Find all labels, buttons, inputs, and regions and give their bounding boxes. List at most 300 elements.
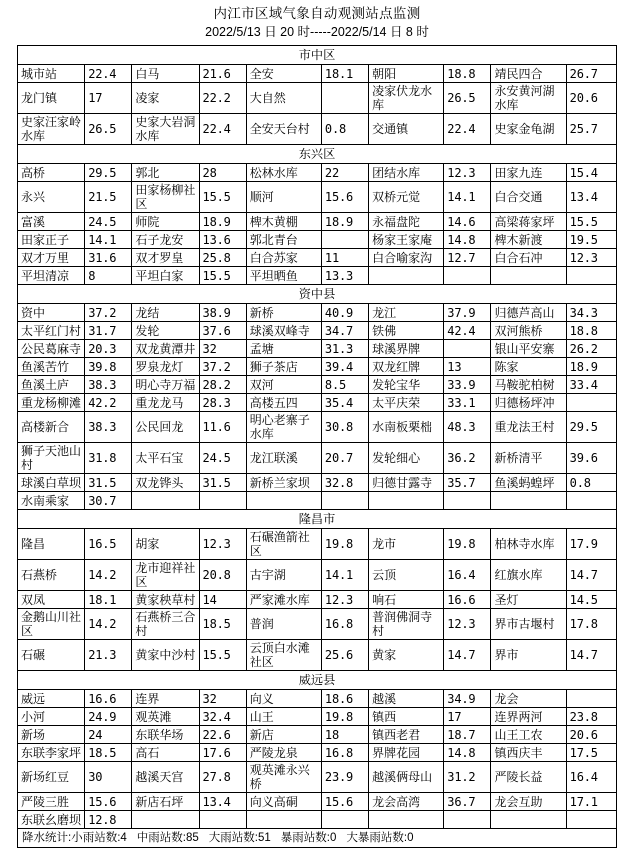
rainfall-value-cell: 26.5 (444, 83, 491, 114)
rainfall-value-cell: 14.1 (85, 231, 132, 249)
station-name-cell: 龙结 (132, 304, 199, 322)
station-name-cell: 龙会互助 (491, 793, 566, 811)
station-name-cell: 铁佛 (369, 322, 444, 340)
rainfall-value-cell: 28.2 (199, 376, 246, 394)
station-name-cell: 胡家 (132, 529, 199, 560)
rainfall-value-cell: 22.6 (199, 726, 246, 744)
station-name-cell: 龙门镇 (18, 83, 85, 114)
station-name-cell: 球溪双峰寺 (246, 322, 321, 340)
station-name-cell: 越溪 (369, 690, 444, 708)
station-name-cell: 龙市迎祥社区 (132, 560, 199, 591)
rainfall-value-cell (444, 267, 491, 285)
rainfall-value-cell: 16.8 (321, 744, 368, 762)
station-name-cell: 双才罗皇 (132, 249, 199, 267)
rainfall-value-cell: 22.2 (199, 83, 246, 114)
station-name-cell: 古宇湖 (246, 560, 321, 591)
rainfall-value-cell: 12.3 (321, 591, 368, 609)
station-name-cell: 新桥 (246, 304, 321, 322)
section-title: 东兴区 (18, 145, 617, 164)
rainfall-value-cell: 21.5 (85, 182, 132, 213)
table-row (18, 474, 617, 492)
rainfall-value-cell: 18.9 (566, 358, 616, 376)
station-name-cell: 严家滩水库 (246, 591, 321, 609)
rainfall-value-cell: 31.8 (85, 443, 132, 474)
station-name-cell: 银山平安寨 (491, 340, 566, 358)
rainfall-value-cell: 21.3 (85, 640, 132, 671)
rainfall-value-cell: 22.4 (199, 114, 246, 145)
rainfall-value-cell: 0.8 (566, 474, 616, 492)
station-name-cell: 全安 (246, 65, 321, 83)
rainfall-value-cell: 20.8 (199, 560, 246, 591)
station-name-cell: 归德甘露寺 (369, 474, 444, 492)
rainfall-value-cell: 16.8 (321, 609, 368, 640)
rainfall-value-cell: 13.4 (199, 793, 246, 811)
table-row (18, 529, 617, 560)
rainfall-value-cell: 32.8 (321, 474, 368, 492)
station-name-cell: 顺河 (246, 182, 321, 213)
rainfall-value-cell: 28 (199, 164, 246, 182)
table-container (0, 42, 634, 848)
rainfall-value-cell: 13.6 (199, 231, 246, 249)
table-row (18, 560, 617, 591)
rainfall-value-cell: 12.3 (444, 609, 491, 640)
station-name-cell: 观英滩永兴桥 (246, 762, 321, 793)
rainfall-value-cell: 38.3 (85, 412, 132, 443)
time-range-label: 2022/5/13 日 20 时-----2022/5/14 日 8 时 (205, 25, 429, 39)
station-name-cell: 柏林寺水库 (491, 529, 566, 560)
rainfall-value-cell: 15.5 (199, 640, 246, 671)
station-name-cell: 白马 (132, 65, 199, 83)
rainfall-value-cell: 14.6 (444, 213, 491, 231)
rainfall-value-cell: 14.7 (566, 640, 616, 671)
station-name-cell: 高梁蒋家坪 (491, 213, 566, 231)
station-name-cell (246, 811, 321, 829)
table-row (18, 340, 617, 358)
rainfall-value-cell: 0.8 (321, 114, 368, 145)
station-name-cell: 发轮 (132, 322, 199, 340)
station-name-cell: 鱼溪蚂蝗坪 (491, 474, 566, 492)
station-name-cell: 响石 (369, 591, 444, 609)
station-name-cell: 白合喻家沟 (369, 249, 444, 267)
rainfall-value-cell: 14.2 (85, 609, 132, 640)
table-row (18, 304, 617, 322)
heavy-rain-count: 大雨站数:51 (208, 832, 271, 844)
rainfall-value-cell: 18.1 (85, 591, 132, 609)
rainfall-value-cell: 25.8 (199, 249, 246, 267)
station-name-cell: 龙会 (491, 690, 566, 708)
table-row (18, 726, 617, 744)
rainfall-value-cell: 22.4 (444, 114, 491, 145)
station-name-cell: 新桥清平 (491, 443, 566, 474)
rainfall-value-cell: 38.9 (199, 304, 246, 322)
station-name-cell: 太平庆荣 (369, 394, 444, 412)
station-name-cell: 山王工农 (491, 726, 566, 744)
summary-row (18, 829, 617, 848)
station-name-cell: 交通镇 (369, 114, 444, 145)
rainfall-value-cell: 8 (85, 267, 132, 285)
rainfall-value-cell: 30.7 (85, 492, 132, 510)
station-name-cell: 水南乘家 (18, 492, 85, 510)
section-title: 隆昌市 (18, 510, 617, 529)
station-name-cell: 新场红豆 (18, 762, 85, 793)
rainfall-value-cell: 34.9 (444, 690, 491, 708)
station-name-cell: 师院 (132, 213, 199, 231)
table-row (18, 591, 617, 609)
station-name-cell (491, 811, 566, 829)
station-name-cell: 杨家王家庵 (369, 231, 444, 249)
table-row (18, 213, 617, 231)
station-name-cell: 发轮宝华 (369, 376, 444, 394)
rainfall-value-cell: 14.8 (444, 231, 491, 249)
station-name-cell: 普润 (246, 609, 321, 640)
table-row (18, 690, 617, 708)
station-name-cell: 云顶 (369, 560, 444, 591)
page-title: 内江市区域气象自动观测站点监测 (213, 6, 421, 21)
station-name-cell: 郭北青台 (246, 231, 321, 249)
station-name-cell: 界牌花园 (369, 744, 444, 762)
report-header (0, 0, 634, 42)
rainfall-value-cell: 34.7 (321, 322, 368, 340)
table-row (18, 793, 617, 811)
rainfall-value-cell: 18 (321, 726, 368, 744)
rainfall-value-cell: 30 (85, 762, 132, 793)
rainfall-value-cell (444, 492, 491, 510)
station-name-cell: 田家正子 (18, 231, 85, 249)
station-name-cell: 东联幺磨坝 (18, 811, 85, 829)
rainfall-value-cell: 15.4 (566, 164, 616, 182)
station-name-cell: 罗泉龙灯 (132, 358, 199, 376)
station-name-cell: 圣灯 (491, 591, 566, 609)
rainfall-value-cell (199, 492, 246, 510)
rainfall-value-cell: 38.3 (85, 376, 132, 394)
table-row (18, 609, 617, 640)
station-name-cell: 石子龙安 (132, 231, 199, 249)
station-name-cell: 松林水库 (246, 164, 321, 182)
station-name-cell: 鱼溪苦竹 (18, 358, 85, 376)
station-name-cell: 石碾 (18, 640, 85, 671)
station-name-cell: 城市站 (18, 65, 85, 83)
section-title: 资中县 (18, 285, 617, 304)
station-name-cell: 界市古堰村 (491, 609, 566, 640)
station-name-cell: 团结水库 (369, 164, 444, 182)
rainfall-value-cell: 37.9 (444, 304, 491, 322)
station-name-cell: 史家金龟湖 (491, 114, 566, 145)
rainfall-value-cell: 28.3 (199, 394, 246, 412)
rainfall-value-cell: 14.7 (566, 560, 616, 591)
station-name-cell: 新场 (18, 726, 85, 744)
rainstorm-count: 暴雨站数:0 (280, 832, 337, 844)
rainfall-value-cell: 24.9 (85, 708, 132, 726)
section-header-row (18, 671, 617, 690)
rainfall-value-cell: 24.5 (199, 443, 246, 474)
station-name-cell: 公民回龙 (132, 412, 199, 443)
table-row (18, 249, 617, 267)
rainfall-value-cell: 16.6 (85, 690, 132, 708)
rainfall-value-cell (566, 394, 616, 412)
station-name-cell: 鱼溪土庐 (18, 376, 85, 394)
station-name-cell: 黄家中沙村 (132, 640, 199, 671)
rainfall-value-cell: 14.5 (566, 591, 616, 609)
table-row (18, 376, 617, 394)
rainfall-value-cell: 31.3 (321, 340, 368, 358)
station-name-cell: 归德芦高山 (491, 304, 566, 322)
station-name-cell: 连界两河 (491, 708, 566, 726)
station-name-cell: 狮子茶店 (246, 358, 321, 376)
rainfall-value-cell: 16.5 (85, 529, 132, 560)
table-row (18, 358, 617, 376)
station-name-cell: 小河 (18, 708, 85, 726)
rainfall-value-cell: 20.7 (321, 443, 368, 474)
rainfall-value-cell (444, 811, 491, 829)
rainfall-value-cell: 8.5 (321, 376, 368, 394)
section-title: 市中区 (18, 46, 617, 65)
table-row (18, 640, 617, 671)
station-name-cell: 红旗水库 (491, 560, 566, 591)
section-header-row (18, 510, 617, 529)
rainfall-value-cell: 32 (199, 340, 246, 358)
station-name-cell: 威远 (18, 690, 85, 708)
station-name-cell: 金鹅山川社区 (18, 609, 85, 640)
table-row (18, 412, 617, 443)
station-name-cell: 凌家伏龙水库 (369, 83, 444, 114)
station-name-cell: 靖民四合 (491, 65, 566, 83)
rainfall-value-cell: 31.5 (199, 474, 246, 492)
station-name-cell: 双龙黄潭井 (132, 340, 199, 358)
station-name-cell: 连界 (132, 690, 199, 708)
rainfall-value-cell: 17 (444, 708, 491, 726)
station-name-cell: 孟塘 (246, 340, 321, 358)
rainfall-value-cell: 14 (199, 591, 246, 609)
rainfall-value-cell: 33.9 (444, 376, 491, 394)
rainfall-value-cell: 22.4 (85, 65, 132, 83)
rainfall-value-cell: 37.2 (199, 358, 246, 376)
rainfall-value-cell: 17.1 (566, 793, 616, 811)
station-name-cell (246, 492, 321, 510)
rainfall-value-cell: 24.5 (85, 213, 132, 231)
station-name-cell: 椑木黄棚 (246, 213, 321, 231)
station-name-cell: 黄家秧草村 (132, 591, 199, 609)
table-row (18, 744, 617, 762)
rainfall-value-cell: 12.8 (85, 811, 132, 829)
station-name-cell: 东联李家坪 (18, 744, 85, 762)
station-name-cell: 严陵长益 (491, 762, 566, 793)
rainfall-value-cell: 26.2 (566, 340, 616, 358)
station-name-cell: 平坦清凉 (18, 267, 85, 285)
rainfall-value-cell: 42.2 (85, 394, 132, 412)
station-name-cell: 白合交通 (491, 182, 566, 213)
rainfall-value-cell: 25.7 (566, 114, 616, 145)
station-name-cell: 新桥兰家坝 (246, 474, 321, 492)
rainfall-value-cell: 24 (85, 726, 132, 744)
rainfall-value-cell: 18.5 (199, 609, 246, 640)
rainfall-value-cell: 40.9 (321, 304, 368, 322)
station-name-cell: 观英滩 (132, 708, 199, 726)
rainfall-value-cell: 17.9 (566, 529, 616, 560)
station-name-cell: 双龙铧头 (132, 474, 199, 492)
station-name-cell (369, 492, 444, 510)
station-name-cell (369, 267, 444, 285)
station-name-cell: 永兴 (18, 182, 85, 213)
precipitation-summary (18, 829, 617, 848)
station-name-cell: 富溪 (18, 213, 85, 231)
station-name-cell: 田家九连 (491, 164, 566, 182)
rainfall-value-cell: 39.8 (85, 358, 132, 376)
table-row (18, 83, 617, 114)
station-name-cell: 郭北 (132, 164, 199, 182)
rainfall-value-cell: 17.8 (566, 609, 616, 640)
station-name-cell: 太平石宝 (132, 443, 199, 474)
rainfall-value-cell (566, 492, 616, 510)
station-name-cell: 严陵三胜 (18, 793, 85, 811)
rainfall-value-cell: 42.4 (444, 322, 491, 340)
rainfall-value-cell: 33.4 (566, 376, 616, 394)
station-name-cell: 龙江 (369, 304, 444, 322)
station-name-cell: 龙市 (369, 529, 444, 560)
rainfall-value-cell: 20.3 (85, 340, 132, 358)
severe-rainstorm-count: 大暴雨站数:0 (346, 832, 414, 844)
rainfall-value-cell: 15.6 (321, 793, 368, 811)
station-name-cell: 界市 (491, 640, 566, 671)
station-name-cell: 永福盘陀 (369, 213, 444, 231)
station-name-cell: 白合苏家 (246, 249, 321, 267)
station-name-cell: 史家大岩洞水库 (132, 114, 199, 145)
rainfall-value-cell: 21.6 (199, 65, 246, 83)
rainfall-value-cell: 18.8 (444, 65, 491, 83)
station-name-cell: 新店 (246, 726, 321, 744)
table-row (18, 811, 617, 829)
station-name-cell: 全安天台村 (246, 114, 321, 145)
rainfall-value-cell: 36.7 (444, 793, 491, 811)
station-name-cell: 椑木新渡 (491, 231, 566, 249)
station-name-cell: 公民葛麻寺 (18, 340, 85, 358)
station-name-cell: 高楼五四 (246, 394, 321, 412)
station-name-cell: 石燕桥 (18, 560, 85, 591)
station-name-cell: 石燕桥三合村 (132, 609, 199, 640)
rainfall-value-cell: 20.6 (566, 726, 616, 744)
station-name-cell: 归德杨坪冲 (491, 394, 566, 412)
rainfall-value-cell: 18.6 (321, 690, 368, 708)
station-name-cell: 水南板栗柮 (369, 412, 444, 443)
station-name-cell: 重龙杨柳滩 (18, 394, 85, 412)
station-name-cell: 田家杨柳社区 (132, 182, 199, 213)
rainfall-value-cell: 15.5 (566, 213, 616, 231)
rainfall-value-cell: 13.3 (321, 267, 368, 285)
station-name-cell: 马鞍驼柏树 (491, 376, 566, 394)
rainfall-value-cell: 31.7 (85, 322, 132, 340)
station-name-cell: 双龙红牌 (369, 358, 444, 376)
table-row (18, 267, 617, 285)
station-name-cell: 狮子天池山村 (18, 443, 85, 474)
rainfall-value-cell: 30.8 (321, 412, 368, 443)
rainfall-value-cell: 27.8 (199, 762, 246, 793)
rainfall-value-cell: 35.7 (444, 474, 491, 492)
section-title: 威远县 (18, 671, 617, 690)
table-row (18, 762, 617, 793)
station-name-cell (369, 811, 444, 829)
rainfall-value-cell (566, 690, 616, 708)
station-name-cell: 大自然 (246, 83, 321, 114)
station-name-cell: 龙会高湾 (369, 793, 444, 811)
station-name-cell: 平坦晒鱼 (246, 267, 321, 285)
station-name-cell: 高楼新合 (18, 412, 85, 443)
station-name-cell: 重龙龙马 (132, 394, 199, 412)
rainfall-value-cell: 15.5 (199, 182, 246, 213)
rainfall-value-cell: 18.9 (321, 213, 368, 231)
rainfall-value-cell: 19.5 (566, 231, 616, 249)
station-name-cell: 越溪天宫 (132, 762, 199, 793)
station-name-cell: 重龙法王村 (491, 412, 566, 443)
station-name-cell: 镇西老君 (369, 726, 444, 744)
table-row (18, 492, 617, 510)
rainfall-value-cell: 13.4 (566, 182, 616, 213)
station-name-cell (491, 492, 566, 510)
rainfall-value-cell: 19.8 (321, 529, 368, 560)
rainfall-value-cell: 11.6 (199, 412, 246, 443)
rainfall-value-cell: 23.9 (321, 762, 368, 793)
table-body (18, 46, 617, 848)
station-name-cell: 陈家 (491, 358, 566, 376)
station-name-cell: 向义 (246, 690, 321, 708)
station-rainfall-table (17, 45, 617, 848)
light-rain-count: 小雨站数:4 (71, 832, 127, 844)
rainfall-value-cell: 18.9 (199, 213, 246, 231)
rainfall-value-cell (444, 340, 491, 358)
rainfall-value-cell: 35.4 (321, 394, 368, 412)
station-name-cell: 史家汪家岭水库 (18, 114, 85, 145)
table-row (18, 322, 617, 340)
table-row (18, 231, 617, 249)
station-name-cell: 石碾渔箭社区 (246, 529, 321, 560)
station-name-cell: 高桥 (18, 164, 85, 182)
rainfall-value-cell: 14.1 (444, 182, 491, 213)
rainfall-value-cell: 29.5 (566, 412, 616, 443)
station-name-cell (491, 267, 566, 285)
table-row (18, 394, 617, 412)
rainfall-value-cell: 12.3 (566, 249, 616, 267)
rainfall-value-cell (321, 492, 368, 510)
station-name-cell: 黄家 (369, 640, 444, 671)
rainfall-value-cell: 48.3 (444, 412, 491, 443)
rainfall-value-cell: 16.4 (444, 560, 491, 591)
rainfall-value-cell: 25.6 (321, 640, 368, 671)
station-name-cell: 双才万里 (18, 249, 85, 267)
rainfall-value-cell: 33.1 (444, 394, 491, 412)
rainfall-value-cell: 15.5 (199, 267, 246, 285)
rainfall-value-cell: 15.6 (85, 793, 132, 811)
table-row (18, 708, 617, 726)
table-row (18, 443, 617, 474)
rainfall-value-cell: 12.3 (199, 529, 246, 560)
station-name-cell: 双凤 (18, 591, 85, 609)
table-row (18, 65, 617, 83)
rainfall-value-cell: 34.3 (566, 304, 616, 322)
rainfall-value-cell (321, 811, 368, 829)
rainfall-value-cell (566, 811, 616, 829)
station-name-cell: 山王 (246, 708, 321, 726)
rainfall-value-cell: 23.8 (566, 708, 616, 726)
rainfall-value-cell: 31.5 (85, 474, 132, 492)
rainfall-value-cell: 14.7 (444, 640, 491, 671)
station-name-cell: 隆昌 (18, 529, 85, 560)
station-name-cell: 资中 (18, 304, 85, 322)
rainfall-value-cell: 20.6 (566, 83, 616, 114)
rainfall-value-cell: 19.8 (321, 708, 368, 726)
rainfall-value-cell: 31.2 (444, 762, 491, 793)
station-name-cell: 明心老寨子水库 (246, 412, 321, 443)
rainfall-value-cell: 12.3 (444, 164, 491, 182)
station-name-cell: 新店石坪 (132, 793, 199, 811)
rainfall-value-cell: 32 (199, 690, 246, 708)
